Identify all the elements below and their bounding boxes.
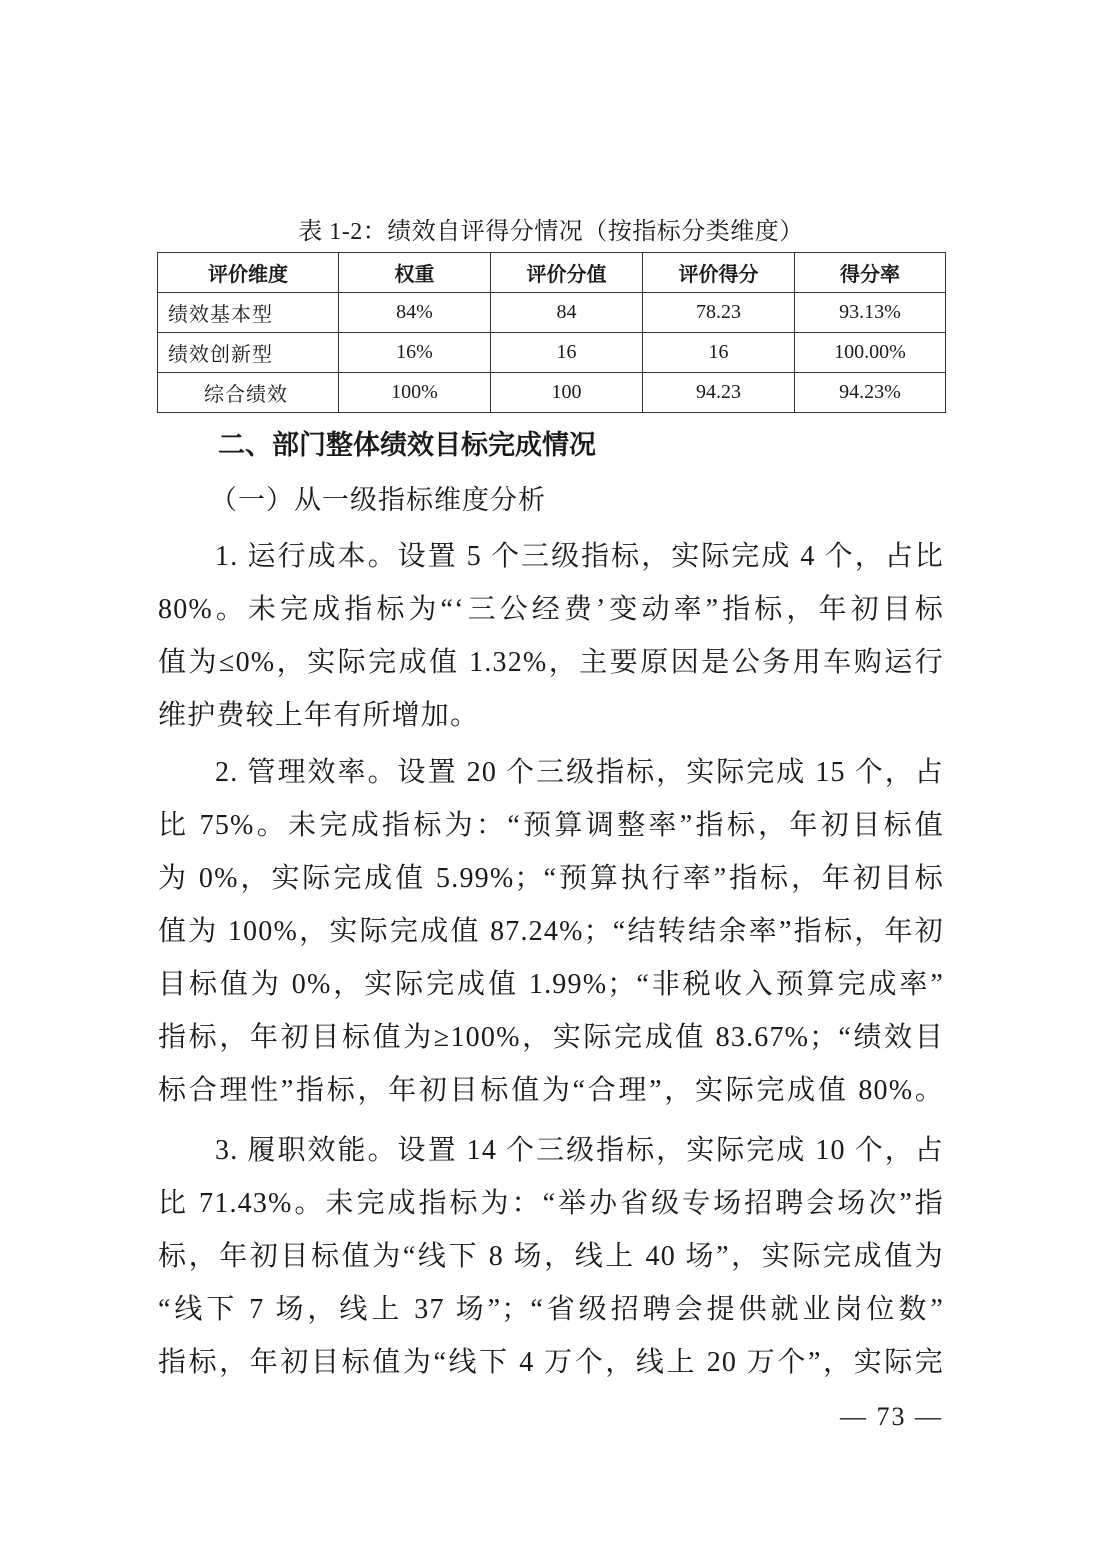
text-line: 比 75%。未完成指标为：“预算调整率”指标，年初目标值 (158, 810, 944, 841)
cell-score-value: 16 (491, 333, 643, 373)
table-row (158, 373, 946, 413)
cell-weight: 84% (339, 293, 491, 333)
cell-score-rate: 94.23% (795, 373, 946, 413)
text-line: 3. 履职效能。设置 14 个三级指标，实际完成 10 个，占 (215, 1135, 944, 1166)
score-table (157, 252, 946, 413)
text-line: “线下 7 场，线上 37 场”；“省级招聘会提供就业岗位数” (158, 1294, 944, 1325)
text-line: 目标值为 0%，实际完成值 1.99%；“非税收入预算完成率” (158, 969, 944, 1000)
cell-score-value: 100 (491, 373, 643, 413)
text-line: 值为≤0%，实际完成值 1.32%，主要原因是公务用车购运行 (158, 647, 944, 678)
cell-score-value: 84 (491, 293, 643, 333)
paragraph-operating-cost (158, 530, 944, 742)
cell-weight: 16% (339, 333, 491, 373)
text-line: 值为 100%，实际完成值 87.24%；“结转结余率”指标，年初 (158, 916, 944, 947)
cell-score-rate: 93.13% (795, 293, 946, 333)
text-line: 80%。未完成指标为“‘三公经费’变动率”指标，年初目标 (158, 594, 944, 625)
paragraph-management-efficiency (158, 746, 944, 1117)
text-line: 2. 管理效率。设置 20 个三级指标，实际完成 15 个，占 (215, 757, 944, 788)
text-line: 比 71.43%。未完成指标为：“举办省级专场招聘会场次”指 (158, 1188, 944, 1219)
cell-score: 94.23 (643, 373, 795, 413)
header-score-rate: 得分率 (795, 253, 946, 293)
cell-score: 78.23 (643, 293, 795, 333)
text-line: 标合理性”指标，年初目标值为“合理”，实际完成值 80%。 (158, 1075, 944, 1106)
table-caption: 表 1-2：绩效自评得分情况（按指标分类维度） (298, 219, 804, 245)
cell-score-rate: 100.00% (795, 333, 946, 373)
text-line: 为 0%，实际完成值 5.99%；“预算执行率”指标，年初目标 (158, 863, 944, 894)
paragraph-duty-performance (158, 1124, 944, 1389)
text-line: 1. 运行成本。设置 5 个三级指标，实际完成 4 个，占比 (215, 541, 944, 572)
cell-weight: 100% (339, 373, 491, 413)
page-number: — 73 — (840, 1402, 943, 1431)
text-line: 维护费较上年有所增加。 (158, 700, 480, 731)
table-header-row (158, 253, 946, 293)
table-row (158, 293, 946, 333)
table-row (158, 333, 946, 373)
header-weight: 权重 (339, 253, 491, 293)
header-score: 评价得分 (643, 253, 795, 293)
cell-dimension: 绩效基本型 (158, 293, 339, 333)
cell-score: 16 (643, 333, 795, 373)
header-dimension: 评价维度 (158, 253, 339, 293)
text-line: 标，年初目标值为“线下 8 场，线上 40 场”，实际完成值为 (158, 1241, 944, 1272)
text-line: 指标，年初目标值为≥100%，实际完成值 83.67%；“绩效目 (158, 1022, 944, 1053)
cell-dimension: 综合绩效 (158, 373, 339, 413)
text-line: 指标，年初目标值为“线下 4 万个，线上 20 万个”，实际完 (158, 1347, 944, 1378)
cell-dimension: 绩效创新型 (158, 333, 339, 373)
section-subheading: （一）从一级指标维度分析 (210, 485, 546, 515)
section-heading: 二、部门整体绩效目标完成情况 (218, 430, 596, 461)
header-score-value: 评价分值 (491, 253, 643, 293)
